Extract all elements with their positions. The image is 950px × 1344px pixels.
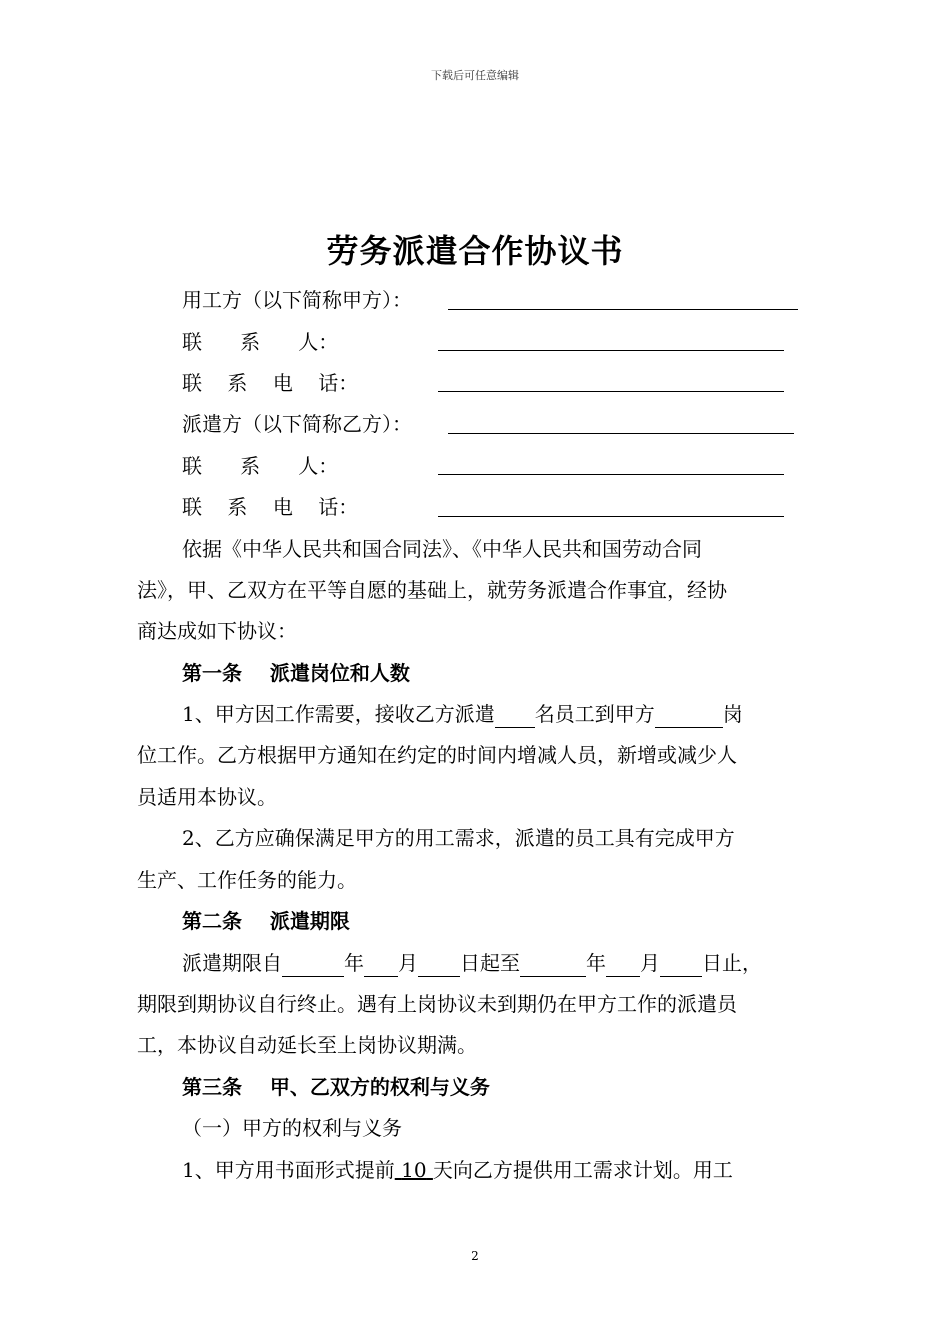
notice-days-number: 10 bbox=[401, 1158, 427, 1182]
contact-person-field-2[interactable] bbox=[438, 474, 784, 475]
contact-person-label-1: 联 系 人： bbox=[182, 330, 339, 354]
end-month-blank[interactable] bbox=[606, 954, 640, 977]
contact-person-field-1[interactable] bbox=[438, 350, 784, 351]
article-1-p1-text-c: 岗 bbox=[722, 702, 743, 726]
article-2-text-e: 年 bbox=[586, 951, 606, 975]
start-year-blank[interactable] bbox=[282, 954, 344, 977]
dispatcher-field[interactable] bbox=[448, 433, 794, 434]
article-1-p2-line-1: 2、乙方应确保满足甲方的用工需求，派遣的员工具有完成甲方 bbox=[182, 826, 735, 850]
employer-field[interactable] bbox=[448, 309, 798, 310]
contact-phone-label-2: 联 系 电 话： bbox=[182, 495, 359, 519]
article-2-line-3: 工，本协议自动延长至上岗协议期满。 bbox=[137, 1033, 477, 1057]
article-1-p2-line-2: 生产、工作任务的能力。 bbox=[137, 868, 357, 892]
article-2-heading: 第二条 派遣期限 bbox=[182, 909, 350, 933]
contact-person-label-2: 联 系 人： bbox=[182, 454, 339, 478]
intro-line-2: 法》，甲、乙双方在平等自愿的基础上，就劳务派遣合作事宜，经协 bbox=[137, 578, 727, 602]
article-3-heading: 第三条 甲、乙双方的权利与义务 bbox=[182, 1075, 490, 1099]
article-3-p1-line-1 bbox=[182, 1156, 818, 1184]
intro-line-1: 依据《中华人民共和国合同法》、《中华人民共和国劳动合同 bbox=[182, 537, 702, 561]
start-day-blank[interactable] bbox=[418, 954, 460, 977]
article-1-p1-text-b: 名员工到甲方 bbox=[534, 702, 655, 726]
contact-phone-line-1 bbox=[182, 369, 862, 397]
article-3-p1-text-a: 1、甲方用书面形式提前 bbox=[182, 1158, 395, 1182]
article-3-p1-text-b: 天向乙方提供用工需求计划。用工 bbox=[432, 1158, 733, 1182]
contact-phone-field-1[interactable] bbox=[438, 391, 784, 392]
article-3-subheading-1: （一）甲方的权利与义务 bbox=[182, 1116, 402, 1140]
article-2-text-a: 派遣期限自 bbox=[182, 951, 282, 975]
dispatcher-label: 派遣方（以下简称乙方）： bbox=[182, 412, 412, 436]
start-month-blank[interactable] bbox=[364, 954, 398, 977]
article-1-p1-text-a: 1、甲方因工作需要，接收乙方派遣 bbox=[182, 702, 495, 726]
page-number: 2 bbox=[471, 1249, 479, 1263]
article-2-line-2: 期限到期协议自行终止。遇有上岗协议未到期仍在甲方工作的派遣员 bbox=[137, 992, 737, 1016]
article-2-text-f: 月 bbox=[640, 951, 660, 975]
document-title: 劳务派遣合作协议书 bbox=[326, 232, 624, 270]
contact-person-line-2 bbox=[182, 452, 862, 480]
article-2-line-1 bbox=[182, 949, 818, 977]
end-year-blank[interactable] bbox=[520, 954, 586, 977]
end-day-blank[interactable] bbox=[660, 954, 702, 977]
article-2-text-d: 日起至 bbox=[460, 951, 520, 975]
article-1-p1-line-2: 位工作。乙方根据甲方通知在约定的时间内增减人员，新增或减少人 bbox=[137, 743, 737, 767]
page-header-note: 下载后可任意编辑 bbox=[431, 69, 519, 82]
article-2-text-g: 日止， bbox=[702, 951, 762, 975]
article-2-text-b: 年 bbox=[344, 951, 364, 975]
article-1-heading: 第一条 派遣岗位和人数 bbox=[182, 661, 410, 685]
headcount-blank[interactable] bbox=[495, 705, 535, 728]
contact-person-line-1 bbox=[182, 328, 862, 356]
notice-days-value[interactable] bbox=[395, 1158, 433, 1182]
article-2-text-c: 月 bbox=[398, 951, 418, 975]
contact-phone-label-1: 联 系 电 话： bbox=[182, 371, 359, 395]
article-1-p1-line-1 bbox=[182, 700, 818, 728]
employer-label: 用工方（以下简称甲方）： bbox=[182, 288, 412, 312]
contact-phone-field-2[interactable] bbox=[438, 516, 784, 517]
article-1-p1-line-3: 员适用本协议。 bbox=[137, 785, 277, 809]
position-blank[interactable] bbox=[655, 705, 723, 728]
intro-line-3: 商达成如下协议： bbox=[137, 619, 297, 643]
